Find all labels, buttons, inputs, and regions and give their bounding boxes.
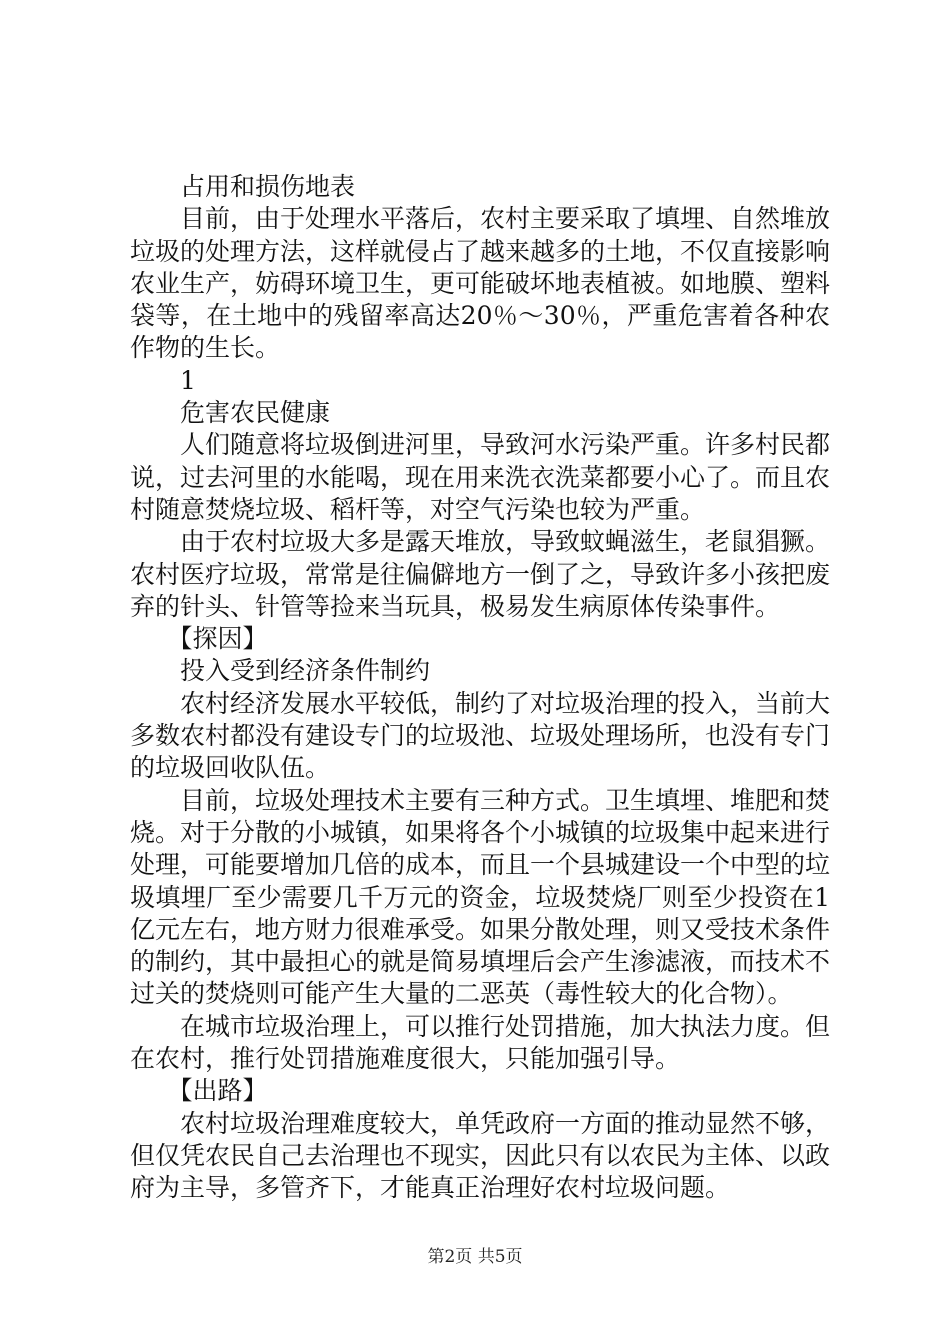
page-footer: 第2页 共5页: [427, 1247, 523, 1267]
paragraph-river-pollution: 人们随意将垃圾倒进河里，导致河水污染严重。许多村民都说，过去河里的水能喝，现在用来洗衣洗菜都要小心了。而且农村随意焚烧垃圾、稻杆等，对空气污染也较为严重。: [130, 430, 831, 524]
paragraph-open-dumping: 由于农村垃圾大多是露天堆放，导致蚊蝇滋生，老鼠猖獗。农村医疗垃圾，常常是往偏僻地方一倒了之，导致许多小孩把废弃的针头、针管等捡来当玩具，极易发生病原体传染事件。: [130, 527, 831, 621]
paragraph-economy: 农村经济发展水平较低，制约了对垃圾治理的投入，当前大多数农村都没有建设专门的垃圾池、垃圾处理场所，也没有专门的垃圾回收队伍。: [130, 688, 831, 783]
paragraph-technology: 目前，垃圾处理技术主要有三种方式。卫生填埋、堆肥和焚烧。对于分散的小城镇，如果将各个小城镇的垃圾集中起来进行处理，可能要增加几倍的成本，而且一个县城建设一个中型的垃圾填埋厂至少需要几千万元的资金，垃圾焚烧厂则至少投资在1亿元左右，地方财力很难承受。如果分散处理，则又受技术条件的制约，其中最担心的就是简易填埋后会产生渗滤液，而技术不过关的焚烧则可能产生大量的二恶英（毒性较大的化合物）。: [130, 785, 831, 1009]
section-heading-health: 危害农民健康: [180, 398, 331, 428]
subheading-investment: 投入受到经济条件制约: [180, 656, 431, 686]
paragraph-solution: 农村垃圾治理难度较大，单凭政府一方面的推动显然不够，但仅凭农民自己去治理也不现实，因此只有以农民为主体、以政府为主导，多管齐下，才能真正治理好农村垃圾问题。: [130, 1108, 831, 1203]
paragraph-penalty: 在城市垃圾治理上，可以推行处罚措施，加大执法力度。但在农村，推行处罚措施难度很大，只能加强引导。: [130, 1011, 831, 1074]
paragraph-land-damage: 目前，由于处理水平落后，农村主要采取了填埋、自然堆放垃圾的处理方法，这样就侵占了越来越多的土地，不仅直接影响农业生产，妨碍环境卫生，更可能破坏地表植被。如地膜、塑料袋等，在土地中的残留率高达20％～30％，严重危害着各种农作物的生长。: [130, 204, 831, 363]
document-body: [130, 171, 830, 1205]
list-number: 1: [180, 365, 196, 395]
section-heading-solution: 【出路】: [167, 1076, 268, 1106]
section-heading-causes: 【探因】: [167, 624, 268, 654]
section-heading-land: 占用和损伤地表: [180, 172, 356, 201]
